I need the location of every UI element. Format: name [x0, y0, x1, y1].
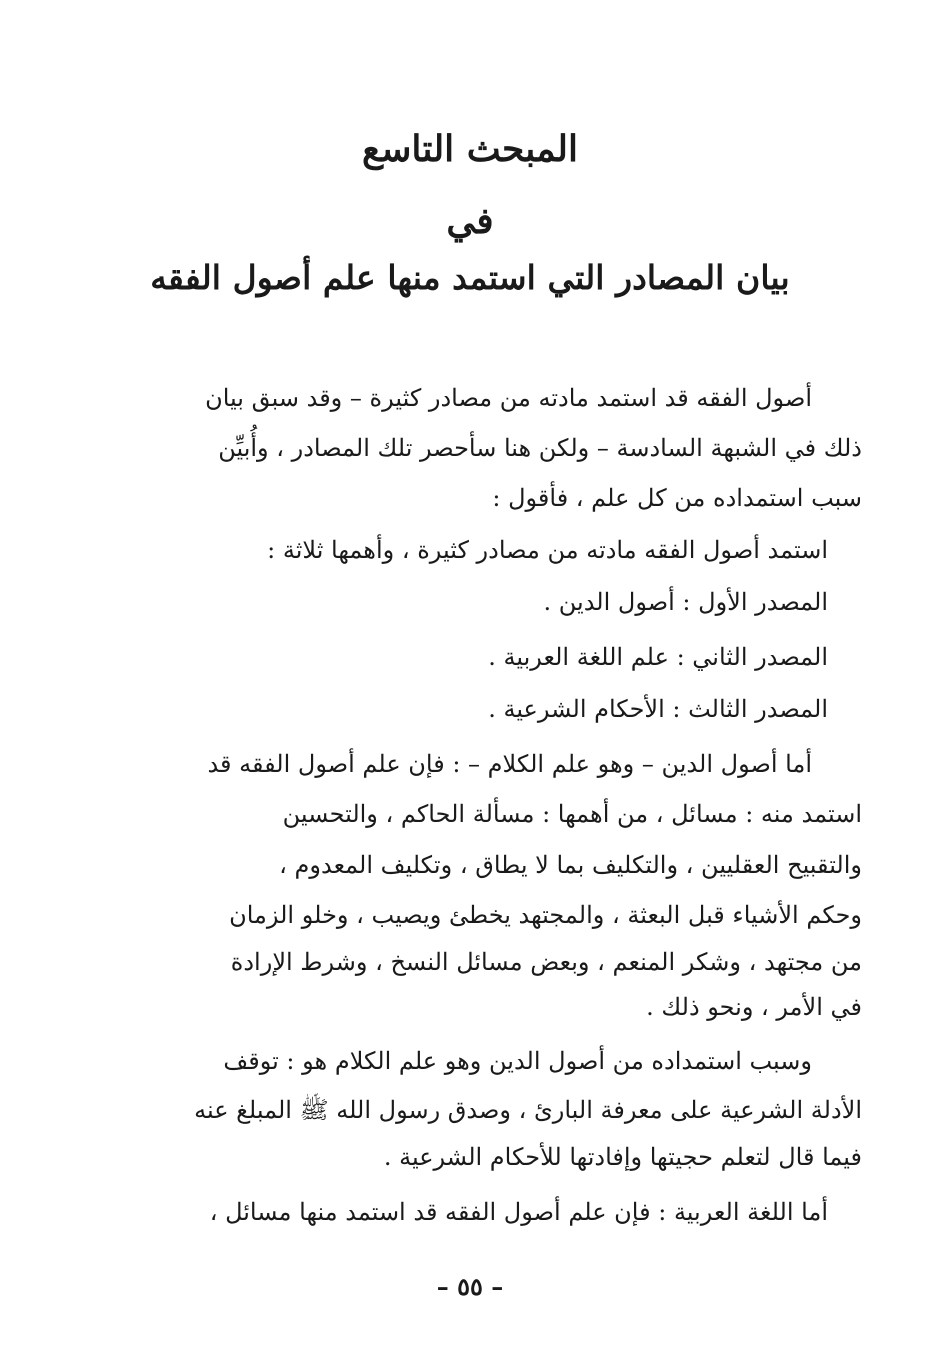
list-item-source-2: المصدر الثاني : علم اللغة العربية .: [488, 643, 828, 671]
paragraph-3-line-5: من مجتهد ، وشكر المنعم ، وبعض مسائل النسخ ، وشرط الإرادة: [230, 948, 862, 976]
paragraph-3-line-3: والتقبيح العقليين ، والتكليف بما لا يطاق ، وتكليف المعدوم ،: [279, 851, 862, 879]
chapter-title: المبحث التاسع: [362, 128, 578, 170]
paragraph-1-line-2: ذلك في الشبهة السادسة – ولكن هنا سأحصر تلك المصادر ، وأُبيِّن: [218, 434, 862, 462]
paragraph-1-line-1: أصول الفقه قد استمد مادته من مصادر كثيرة – وقد سبق بيان: [205, 384, 812, 412]
paragraph-3-line-4: وحكم الأشياء قبل البعثة ، والمجتهد يخطئ ويصيب ، وخلو الزمان: [229, 901, 862, 929]
page-number: – ٥٥ –: [436, 1272, 504, 1301]
paragraph-3-line-6: في الأمر ، ونحو ذلك .: [646, 993, 862, 1021]
paragraph-4-line-1: وسبب استمداده من أصول الدين وهو علم الكلام هو : توقف: [223, 1047, 812, 1075]
paragraph-2-line-1: استمد أصول الفقه مادته من مصادر كثيرة ، وأهمها ثلاثة :: [267, 536, 828, 564]
chapter-subtitle: بيان المصادر التي استمد منها علم أصول الفقه: [150, 258, 790, 297]
chapter-title-connector: في: [446, 200, 494, 242]
list-item-source-1: المصدر الأول : أصول الدين .: [543, 588, 828, 616]
paragraph-5-line-1: أما اللغة العربية : فإن علم أصول الفقه قد استمد منها مسائل ،: [209, 1198, 828, 1226]
paragraph-1-line-3: سبب استمداده من كل علم ، فأقول :: [492, 484, 862, 512]
paragraph-4-line-3: فيما قال لتعلم حجيتها وإفادتها للأحكام الشرعية .: [383, 1143, 862, 1171]
paragraph-3-line-1: أما أصول الدين – وهو علم الكلام – : فإن علم أصول الفقه قد: [207, 750, 812, 778]
paragraph-3-line-2: استمد منه : مسائل ، من أهمها : مسألة الحاكم ، والتحسين: [282, 800, 862, 828]
list-item-source-3: المصدر الثالث : الأحكام الشرعية .: [488, 695, 828, 723]
paragraph-4-line-2: الأدلة الشرعية على معرفة البارئ ، وصدق رسول الله ﷺ المبلغ عنه: [194, 1096, 862, 1124]
